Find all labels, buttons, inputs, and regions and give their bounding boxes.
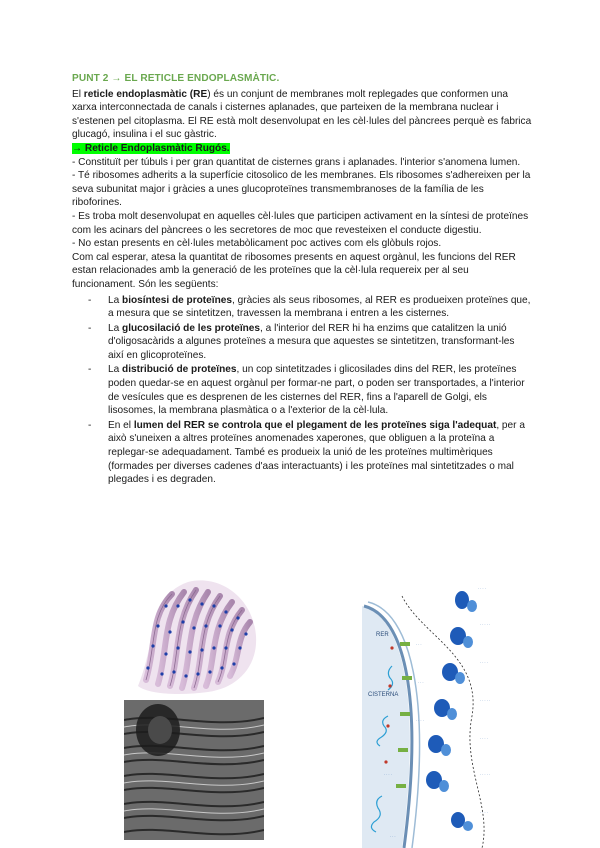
function-term: distribució de proteïnes xyxy=(122,364,237,376)
function-pre: La xyxy=(108,294,123,306)
cisterna-label: CISTERNA xyxy=(368,692,399,698)
rer-title: → Reticle Endoplasmàtic Rugós. xyxy=(72,142,230,154)
figures-area xyxy=(0,572,600,848)
svg-text:· · ·: · · · xyxy=(416,643,422,647)
function-item xyxy=(88,363,532,417)
intro-text-1: El xyxy=(72,88,84,100)
bullet-dash: - xyxy=(88,364,92,376)
document-body xyxy=(72,72,532,488)
function-item xyxy=(88,322,532,363)
svg-text:· · · · ·: · · · · · xyxy=(480,773,490,777)
function-text: , gràcies als seus ribosomes, al RER es produeixen proteïnes que, a mesura que se sintetitzen, travessen la membrana i entren a les cisternes. xyxy=(108,294,531,320)
function-pre: La xyxy=(108,322,123,334)
rer-protein-diagram xyxy=(362,576,522,848)
function-item xyxy=(88,294,532,321)
section-heading: PUNT 2 → EL RETICLE ENDOPLASMÀTIC. xyxy=(72,73,280,84)
bullet-dash: - xyxy=(88,419,92,431)
svg-text:· · ·: · · · xyxy=(390,835,396,839)
svg-text:· · · ·: · · · · xyxy=(480,811,488,815)
function-text: , un cop sintetitzades i glicosilades dins del RER, les proteïnes poden quedar-se en aquest orgànul per formar-ne part, o poden ser transportades, a l'interior de vesícules que es desprenen de les cisternes del RER, fins a l'aparell de Golgi, els lisosomes, la membrana plasmàtica o a l'exterior de la cèl·lula. xyxy=(108,364,525,417)
functions-intro: Com cal esperar, atesa la quantitat de ribosomes presents en aquest orgànul, les funcions del RER estan relacionades amb la generació de les proteïnes que la cèl·lula requereix per al seu funcionament. Són les següents: xyxy=(72,251,516,290)
svg-text:· · · ·: · · · · xyxy=(480,737,488,741)
rer-micrograph xyxy=(124,700,264,840)
bullet-dash: - xyxy=(88,294,92,306)
intro-text-2: ) és un conjunt de membranes molt replegades que conformen una xarxa interconnectada de canals i cisternes aplanades, que parteixen de la membrana nuclear i s'estenen pel citoplasma. El RE està molt desenvolupat en les cèl·lules del pàncrees perquè es fabrica glucagó, insulina i el suc gàstric. xyxy=(72,88,532,141)
svg-text:· · · ·: · · · · xyxy=(478,587,486,591)
functions-list xyxy=(72,294,532,487)
function-text: , per a això s'uneixen a altres proteïnes anomenades xaperones, que obliguen a la proteïna a replegar-se adequadament. També es produeix la unió de les proteïnes multimèriques (formades per diverses cadenes d'aas interactuants) i les proteïnes mal sintetitzades o mal plegades i es degraden. xyxy=(108,419,525,486)
rer-subheading xyxy=(72,142,532,156)
intro-term: reticle endoplasmàtic (RE xyxy=(83,88,208,100)
function-pre: En el xyxy=(108,419,134,431)
rer-point: - Constituït per túbuls i per gran quantitat de cisternes grans i aplanades. l'interior s'anomena lumen. xyxy=(72,156,521,168)
rer-point: - Es troba molt desenvolupat en aquelles cèl·lules que participen activament en la síntesi de proteïnes com les acinars del pàncrees o les secretores de moc que revesteixen el conducte digestiu. xyxy=(72,210,529,236)
rer-label: RER xyxy=(376,632,389,638)
svg-text:· · · ·: · · · · xyxy=(384,773,392,777)
function-term: biosíntesi de proteïnes xyxy=(122,294,232,306)
svg-text:· · · · ·: · · · · · xyxy=(480,699,490,703)
svg-text:· · ·: · · · xyxy=(418,681,424,685)
function-term: lumen del RER se controla que el plegament de les proteïnes siga l'adequat xyxy=(133,419,497,431)
svg-text:· · · ·: · · · · xyxy=(416,719,424,723)
function-pre: La xyxy=(108,364,123,376)
function-text: , a l'interior del RER hi ha enzims que catalitzen la unió d'oligosacàrids a algunes proteïnes a mesura que aquestes se sintetitzen, transformant-les així en glicoproteïnes. xyxy=(108,322,515,361)
function-item xyxy=(88,419,532,487)
function-term: glucosilació de les proteïnes xyxy=(122,322,261,334)
intro-paragraph xyxy=(72,88,532,142)
svg-text:· · · ·: · · · · xyxy=(480,661,488,665)
svg-text:· · · · ·: · · · · · xyxy=(480,623,490,627)
rer-point: - No estan presents en cèl·lules metabòlicament poc actives com els glòbuls rojos. xyxy=(72,238,442,250)
rer-illustration xyxy=(128,576,260,696)
rer-point: - Té ribosomes adherits a la superfície citosolico de les membranes. Els ribosomes s'adhereixen per la seva subunitat major i gràcies a unes glucoproteïnes transmembranoses de la família de les riboforines. xyxy=(72,170,531,209)
bullet-dash: - xyxy=(88,322,92,334)
